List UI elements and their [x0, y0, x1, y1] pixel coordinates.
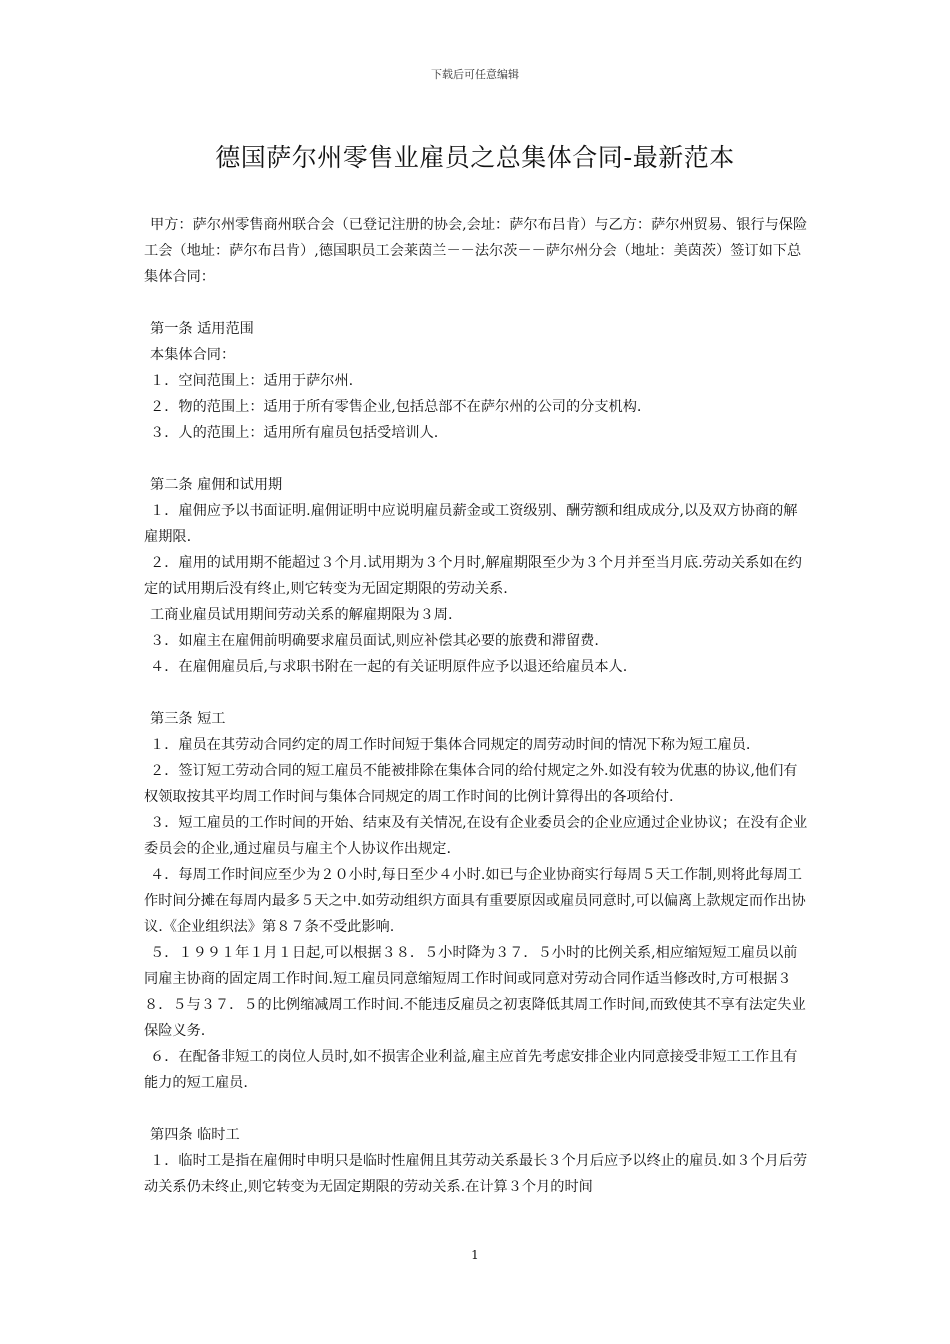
section-paragraph: ３．人的范围上：适用所有雇员包括受培训人. [150, 425, 439, 441]
section-paragraph: １．雇员在其劳动合同约定的周工作时间短于集体合同规定的周劳动时间的情况下称为短工雇员. [150, 737, 751, 753]
section-paragraph: ２．物的范围上：适用于所有零售企业,包括总部不在萨尔州的公司的分支机构. [150, 399, 642, 415]
section-paragraph: ５．１９９１年１月１日起,可以根据３８．５小时降为３７．５小时的比例关系,相应缩短短工雇员以前同雇主协商的固定周工作时间.短工雇员同意缩短周工作时间或同意对劳动合同作适当修改时,方可根据３８．５与３７．５的比例缩减周工作时间.不能违反雇员之初衷降低其周工作时间,而致使其不享有法定失业保险义务. [144, 945, 806, 1039]
section-paragraph: ３．如雇主在雇佣前明确要求雇员面试,则应补偿其必要的旅费和滞留费. [150, 633, 599, 649]
section-heading: 第二条 雇佣和试用期 [150, 477, 283, 493]
header-note: 下载后可任意编辑 [431, 68, 519, 81]
section-paragraph: ６．在配备非短工的岗位人员时,如不损害企业利益,雇主应首先考虑安排企业内同意接受非短工工作且有能力的短工雇员. [144, 1049, 798, 1091]
section-paragraph: ３．短工雇员的工作时间的开始、结束及有关情况,在设有企业委员会的企业应通过企业协议；在没有企业委员会的企业,通过雇员与雇主个人协议作出规定. [144, 815, 808, 857]
section-paragraph: １．雇佣应予以书面证明.雇佣证明中应说明雇员薪金或工资级别、酬劳额和组成成分,以及双方协商的解雇期限. [144, 503, 798, 545]
spacer [144, 446, 808, 472]
section-heading: 第一条 适用范围 [150, 321, 254, 337]
section-paragraph: 工商业雇员试用期间劳动关系的解雇期限为３周. [150, 607, 453, 623]
section-paragraph: ４．每周工作时间应至少为２０小时,每日至少４小时.如已与企业协商实行每周５天工作制,则将此每周工作时间分摊在每周内最多５天之中.如劳动组织方面具有重要原因或雇员同意时,可以偏离上款规定而作出协议.《企业组织法》第８７条不受此影响. [144, 867, 806, 935]
page-number: 1 [471, 1248, 479, 1262]
section-paragraph: １．空间范围上：适用于萨尔州. [150, 373, 354, 389]
spacer [144, 290, 808, 316]
section-paragraph: 本集体合同： [150, 347, 236, 363]
document-body [144, 212, 808, 1200]
spacer [144, 1096, 808, 1122]
section-paragraph: ４．在雇佣雇员后,与求职书附在一起的有关证明原件应予以退还给雇员本人. [150, 659, 628, 675]
section-paragraph: １．临时工是指在雇佣时申明只是临时性雇佣且其劳动关系最长３个月后应予以终止的雇员.如３个月后劳动关系仍未终止,则它转变为无固定期限的劳动关系.在计算３个月的时间 [144, 1153, 808, 1195]
intro-paragraph: 甲方：萨尔州零售商州联合会（已登记注册的协会,会址：萨尔布吕肯）与乙方：萨尔州贸易、银行与保险工会（地址：萨尔布吕肯）,德国职员工会莱茵兰－－法尔茨－－萨尔州分会（地址：美茵茨）签订如下总集体合同： [144, 217, 808, 285]
section-heading: 第四条 临时工 [150, 1127, 240, 1143]
document-title: 德国萨尔州零售业雇员之总集体合同-最新范本 [215, 143, 735, 172]
spacer [144, 680, 808, 706]
section-paragraph: ２．签订短工劳动合同的短工雇员不能被排除在集体合同的给付规定之外.如没有较为优惠的协议,他们有权领取按其平均周工作时间与集体合同规定的周工作时间的比例计算得出的各项给付. [144, 763, 798, 805]
section-heading: 第三条 短工 [150, 711, 226, 727]
section-paragraph: ２．雇用的试用期不能超过３个月.试用期为３个月时,解雇期限至少为３个月并至当月底.劳动关系如在约定的试用期后没有终止,则它转变为无固定期限的劳动关系. [144, 555, 802, 597]
